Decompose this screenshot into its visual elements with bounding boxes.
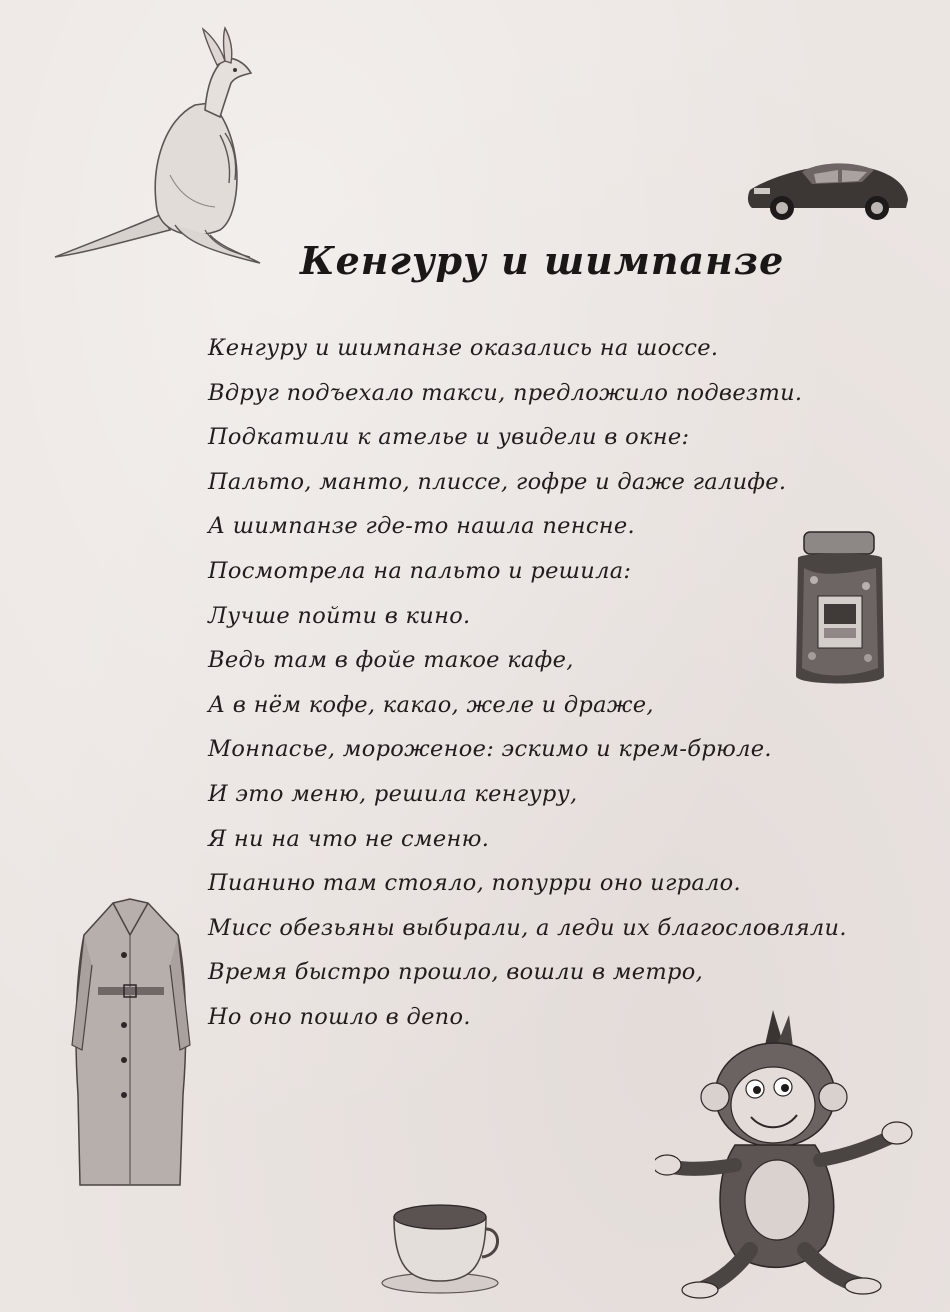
poem-line: А в нём кофе, какао, желе и драже,: [208, 691, 654, 718]
kangaroo-illustration: [45, 25, 270, 270]
candy-jar-illustration: [790, 528, 890, 693]
poem-line: Вдруг подъехало такси, предложило подвезти.: [208, 379, 803, 406]
poem-line: Я ни на что не сменю.: [208, 825, 490, 852]
poem-line: Ведь там в фойе такое кафе,: [208, 647, 574, 674]
poem-line: Время быстро прошло, вошли в метро,: [208, 959, 704, 986]
poem-line: Монпасье, мороженое: эскимо и крем-брюле.: [208, 736, 772, 763]
monkey-illustration: [655, 1005, 920, 1300]
poem-line: Мисс обезьяны выбирали, а леди их благословляли.: [208, 914, 847, 941]
car-illustration: [742, 150, 912, 230]
poem-line: Пальто, манто, плиссе, гофре и даже галифе.: [208, 468, 787, 495]
poem-line: И это меню, решила кенгуру,: [208, 780, 578, 807]
poem-line: А шимпанзе где-то нашла пенсне.: [208, 513, 635, 540]
page-title: Кенгуру и шимпанзе: [300, 238, 785, 283]
poem-line: Лучше пойти в кино.: [208, 602, 471, 629]
poem-line: Подкатили к ателье и увидели в окне:: [208, 424, 690, 451]
poem-line: Пианино там стояло, попурри оно играло.: [208, 870, 741, 897]
poem-line: Кенгуру и шимпанзе оказались на шоссе.: [208, 335, 719, 361]
poem-line: Посмотрела на пальто и решила:: [208, 557, 632, 584]
poem-line: Но оно пошло в депо.: [208, 1003, 471, 1030]
coat-illustration: [68, 895, 193, 1195]
coffee-cup-illustration: [378, 1195, 503, 1295]
